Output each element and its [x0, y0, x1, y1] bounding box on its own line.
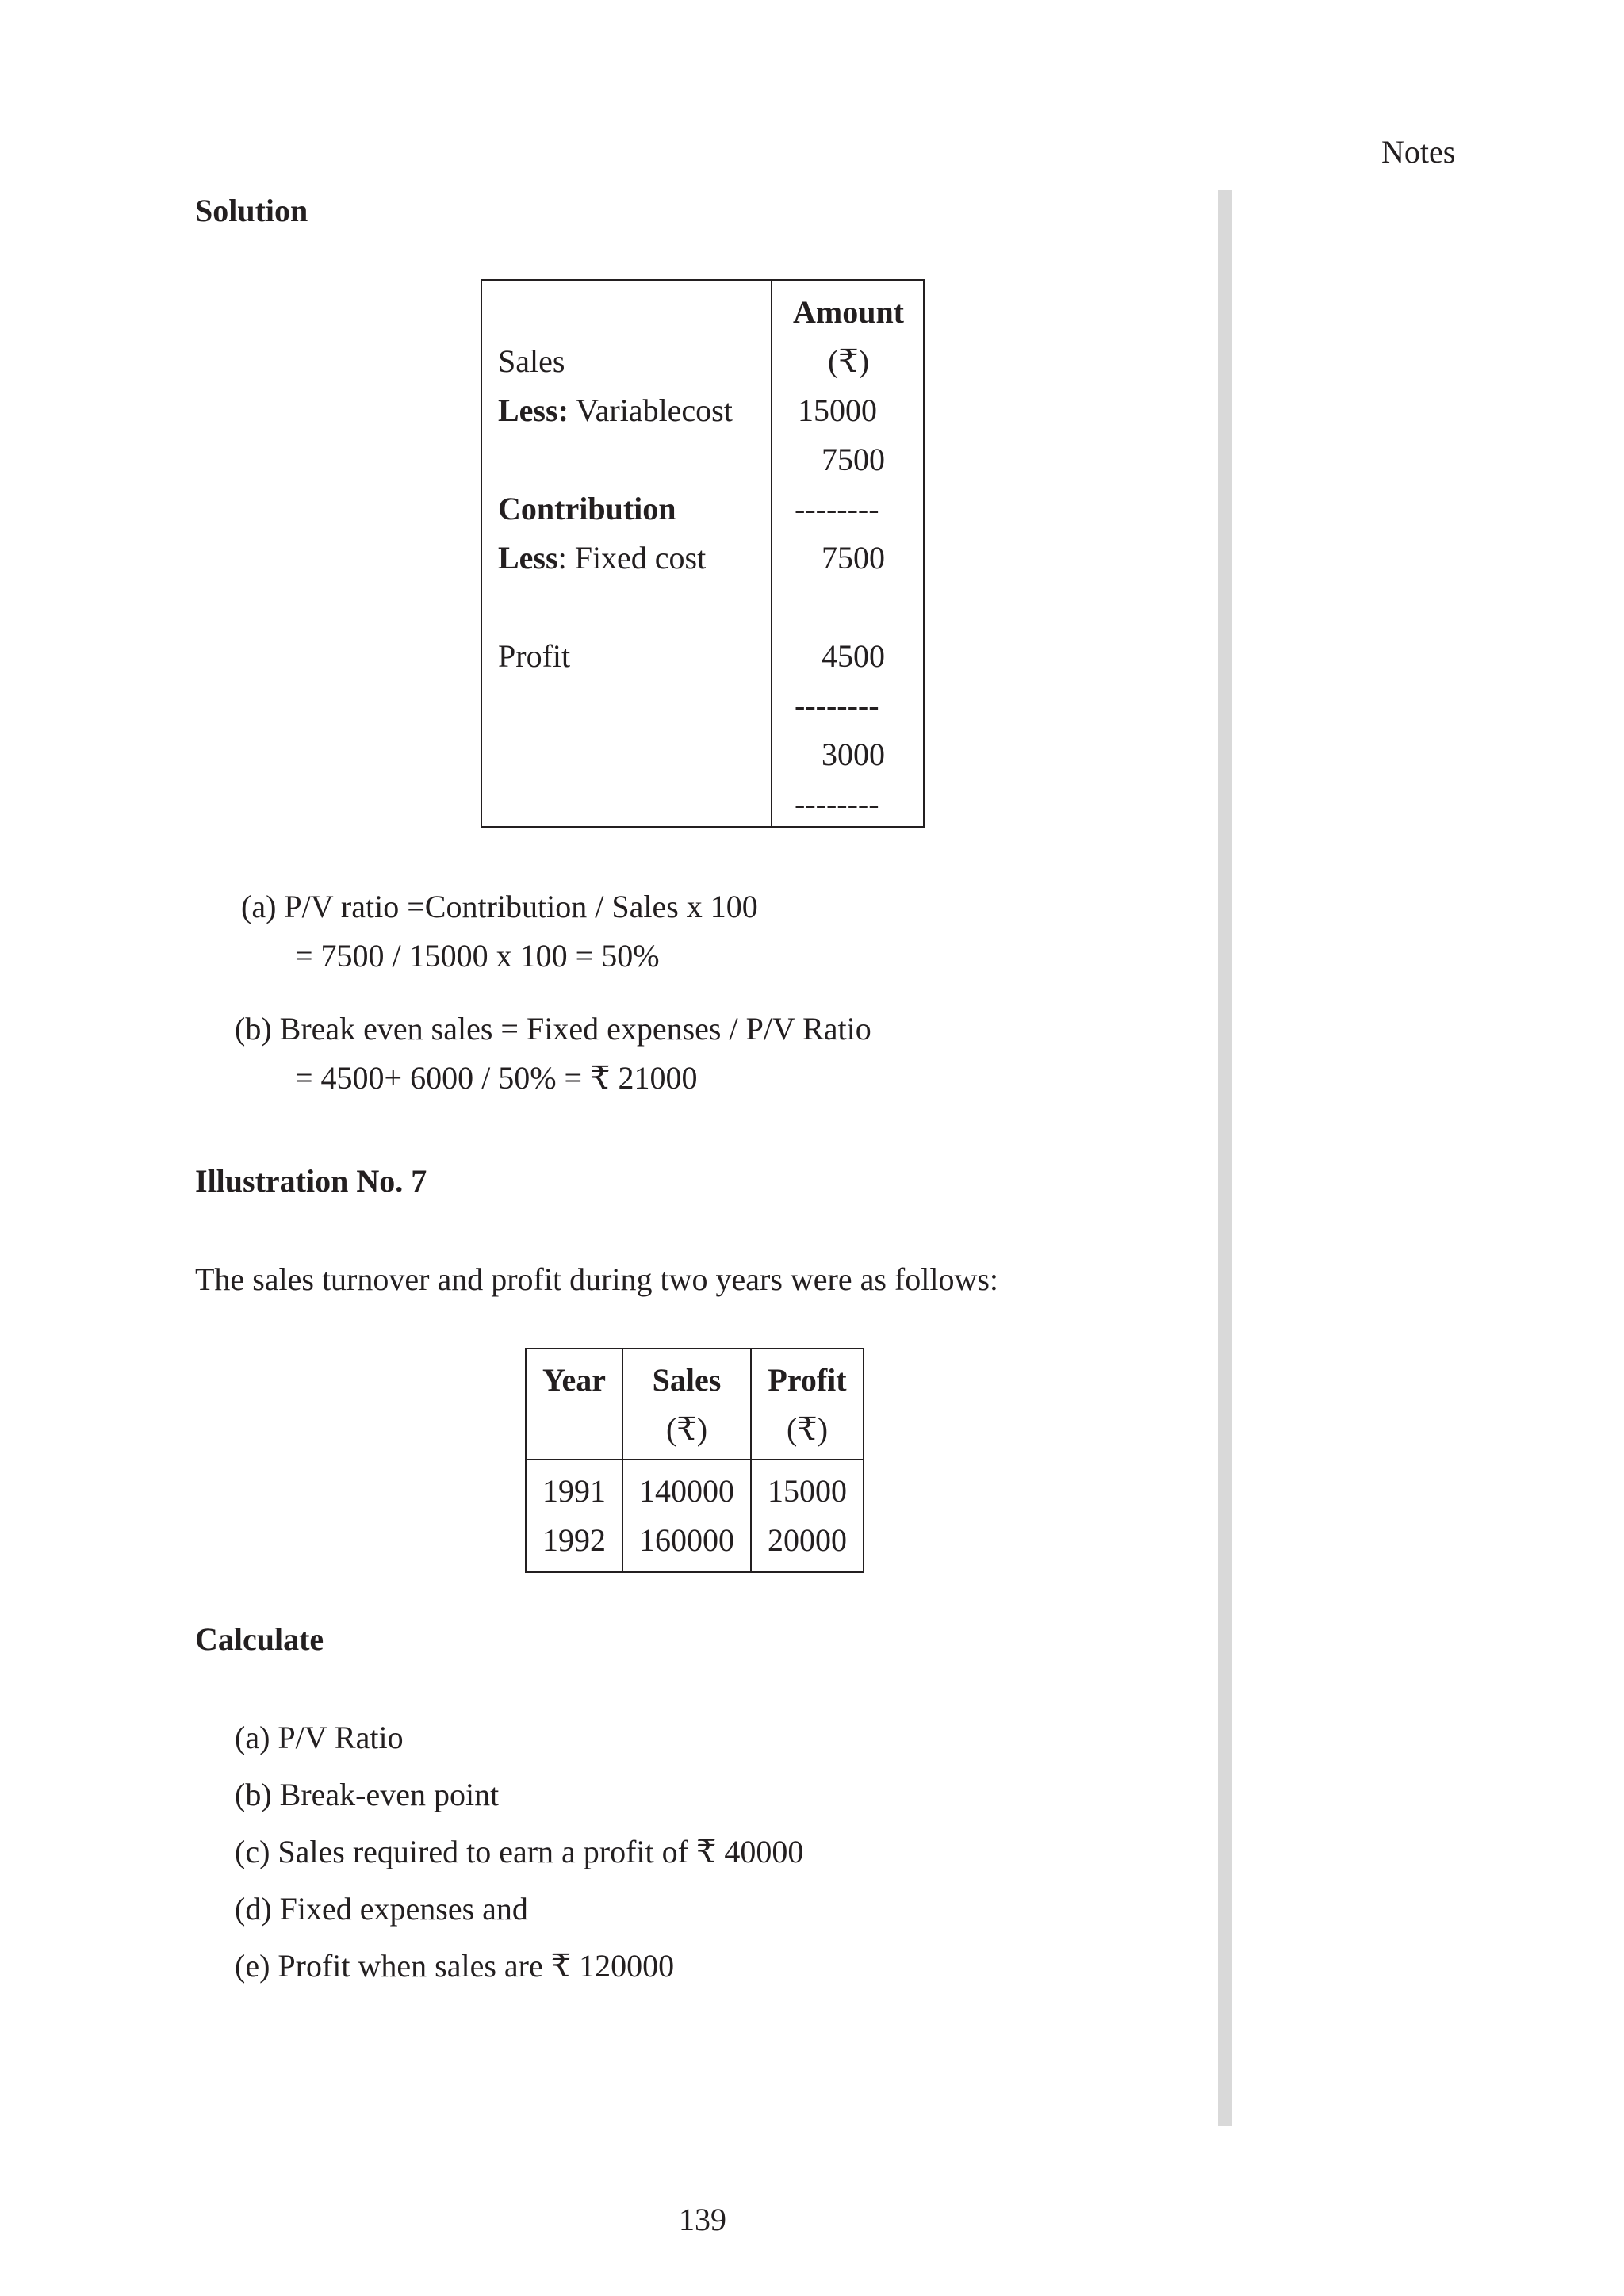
label-bold: Less [498, 540, 558, 576]
sales-profit-table [525, 1348, 864, 1573]
label-text: : Fixed cost [557, 540, 707, 576]
label-bold: Contribution [498, 491, 676, 526]
label-less-fixed-cost [498, 542, 706, 574]
question-item: (d) Fixed expenses and [235, 1891, 528, 1927]
illustration-heading: Illustration No. 7 [195, 1163, 427, 1199]
amount-separator: -------- [795, 687, 879, 723]
question-item: (a) P/V Ratio [235, 1720, 404, 1755]
label-bold: Less: [498, 392, 569, 428]
header-unit [542, 1405, 606, 1454]
table-header-row [526, 1349, 864, 1460]
header-sales [622, 1349, 751, 1460]
header-year [526, 1349, 622, 1460]
calc-b-result: = 4500+ 6000 / 50% = ₹ 21000 [295, 1060, 698, 1096]
header-unit: (₹) [665, 1411, 708, 1447]
header-label: Sales [652, 1362, 722, 1398]
amount-header: Amount [792, 294, 905, 330]
calc-a-formula: (a) P/V ratio =Contribution / Sales x 100 [241, 889, 758, 924]
amount-unit: (₹) [827, 343, 870, 379]
amount-value: 4500 [822, 638, 885, 674]
amount-separator: -------- [795, 786, 879, 821]
calc-a-result: = 7500 / 15000 x 100 = 50% [295, 938, 660, 974]
table-cell: 160000 [622, 1516, 751, 1572]
header-profit [751, 1349, 864, 1460]
solution-heading: Solution [195, 193, 308, 228]
margin-bar [1218, 190, 1232, 2126]
page-number: 139 [679, 2202, 726, 2237]
table-cell: 15000 [751, 1460, 864, 1516]
label-text: Sales [498, 343, 565, 379]
solution-table [481, 279, 925, 828]
amount-value: 3000 [822, 737, 885, 772]
table-cell: 1991 [526, 1460, 622, 1516]
table-row [526, 1460, 864, 1516]
label-contribution [498, 493, 676, 525]
table-cell: 20000 [751, 1516, 864, 1572]
amount-value: 15000 [798, 392, 877, 428]
label-text: Variablecost [568, 392, 733, 428]
label-sales [498, 343, 565, 379]
calc-b-formula: (b) Break even sales = Fixed expenses / P/V Ratio [235, 1011, 871, 1047]
intro-text: The sales turnover and profit during two years were as follows: [195, 1261, 999, 1297]
question-item: (b) Break-even point [235, 1777, 500, 1812]
amount-separator: -------- [795, 491, 879, 526]
amount-value: 7500 [822, 442, 885, 477]
header-label: Year [542, 1362, 606, 1398]
header-label: Profit [768, 1362, 847, 1398]
table-row [526, 1516, 864, 1572]
label-less-variable-cost [498, 392, 733, 428]
label-profit [498, 638, 571, 674]
question-item: (e) Profit when sales are ₹ 120000 [235, 1948, 675, 1984]
table-cell: 1992 [526, 1516, 622, 1572]
question-item: (c) Sales required to earn a profit of ₹ 40000 [235, 1834, 804, 1869]
amount-value: 7500 [822, 540, 885, 576]
header-unit: (₹) [786, 1411, 829, 1447]
calculate-heading: Calculate [195, 1621, 324, 1657]
table-cell: 140000 [622, 1460, 751, 1516]
label-text: Profit [498, 638, 571, 674]
margin-notes-label: Notes [1381, 134, 1456, 170]
